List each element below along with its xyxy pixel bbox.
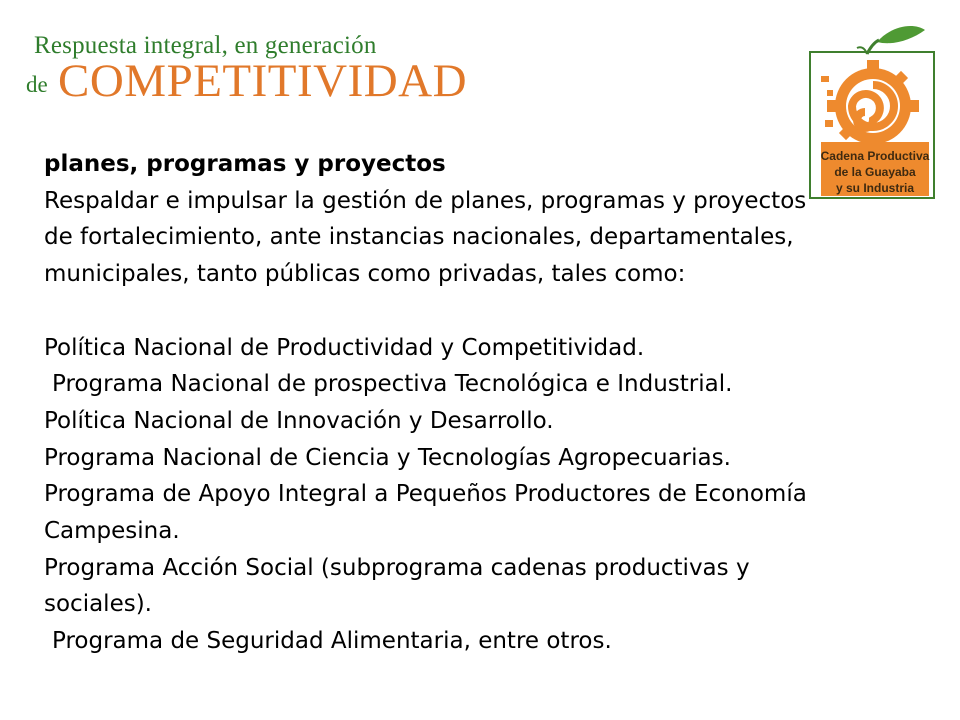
program-item-continuation: sociales). [44, 591, 152, 618]
program-item: Programa Nacional de Ciencia y Tecnologías Agropecuarias. [44, 444, 731, 471]
program-item-continuation: Campesina. [44, 518, 180, 545]
program-item: Política Nacional de Innovación y Desarrollo. [44, 407, 554, 434]
section-heading: planes, programas y proyectos [44, 151, 446, 177]
intro-line: de fortalecimiento, ante instancias nacionales, departamentales, [44, 224, 794, 251]
logo-text-line-2: de la Guayaba [834, 165, 916, 179]
brand-title: COMPETITIVIDAD [58, 55, 468, 107]
brand-prefix: de [26, 72, 48, 97]
program-item: Programa Nacional de prospectiva Tecnológica e Industrial. [52, 371, 733, 398]
program-item: Programa de Seguridad Alimentaria, entre otros. [52, 628, 612, 655]
brand-tagline: Respuesta integral, en generación [34, 32, 377, 59]
slide-body [44, 146, 924, 660]
paragraph-spacer [44, 293, 924, 330]
intro-line: municipales, tanto públicas como privadas, tales como: [44, 261, 686, 288]
brand-header [26, 30, 468, 107]
intro-line: Respaldar e impulsar la gestión de planes, programas y proyectos [44, 187, 807, 214]
program-item: Política Nacional de Productividad y Competitividad. [44, 334, 645, 361]
program-item: Programa Acción Social (subprograma cadenas productivas y [44, 554, 750, 581]
logo-text-line-1: Cadena Productiva [820, 149, 930, 163]
program-item: Programa de Apoyo Integral a Pequeños Productores de Economía [44, 481, 807, 508]
logo-text-line-3: y su Industria [835, 181, 915, 195]
